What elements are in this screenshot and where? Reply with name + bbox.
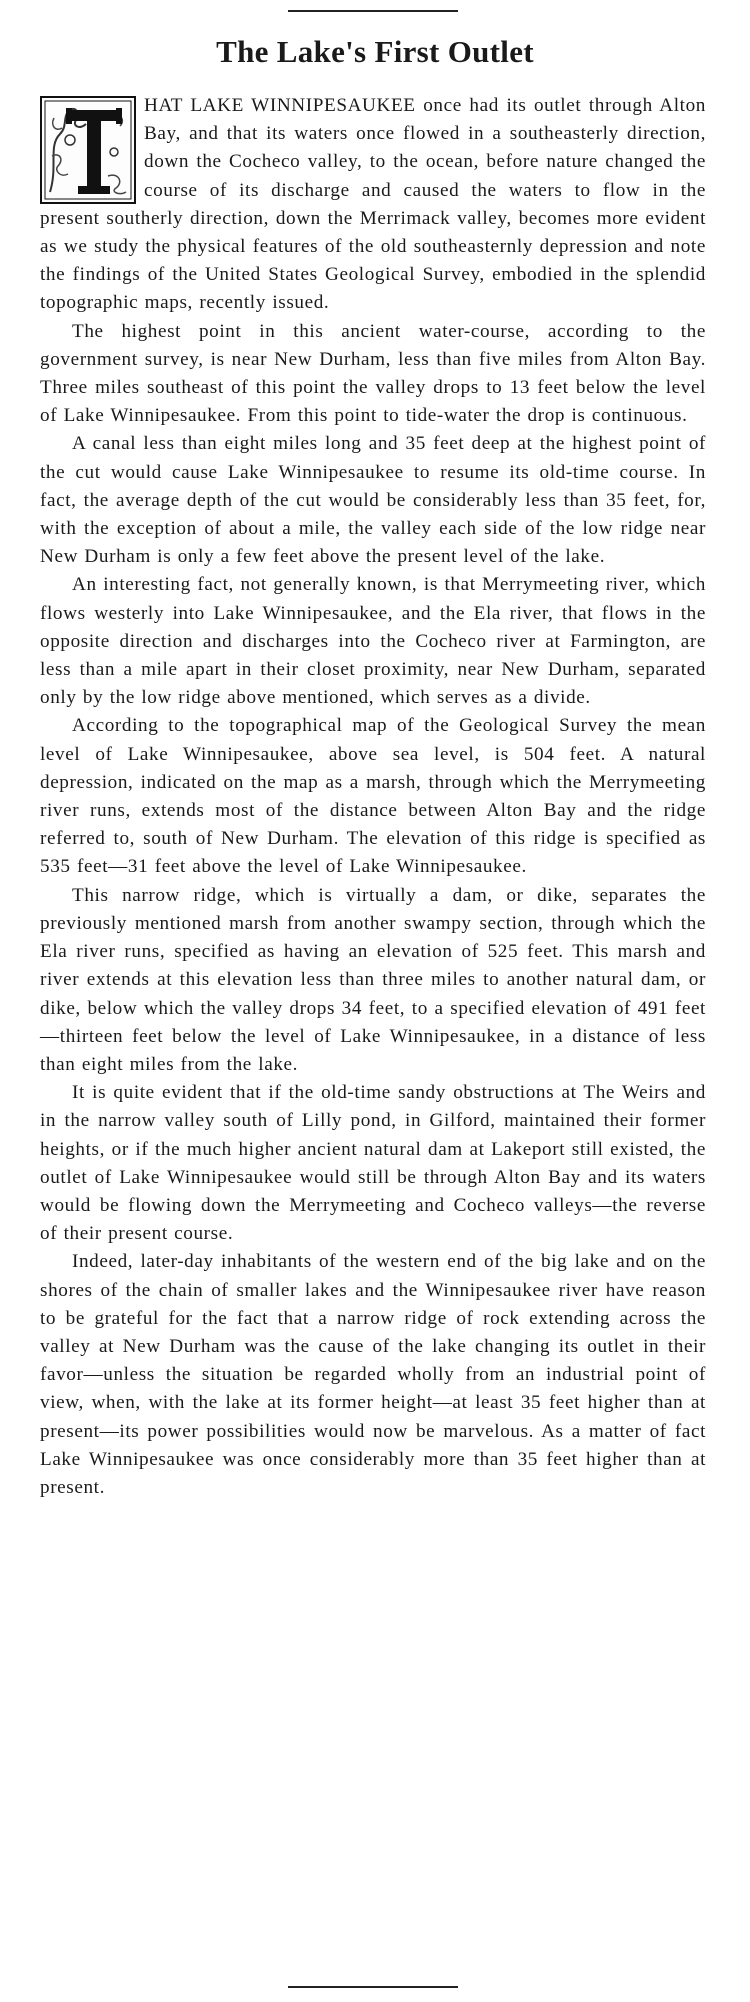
- article-paragraph-8: Indeed, later-day inhabitants of the western end of the big lake and on the shores of the chain of smaller lakes and the Winnipesaukee river have reason to be grateful for the fact that a narrow ridge of rock extending across the valley at New Durham was the cause of the lake changing its outlet in their favor—unless the situation be regarded wholly from an industrial point of view, when, with the lake at its former height—at least 35 feet higher than at present—its power possibilities would now be marvelous. As a matter of fact Lake Winnipesaukee was once considerably more than 35 feet higher than at present.: [40, 1251, 706, 1498]
- article-title: The Lake's First Outlet: [216, 34, 534, 69]
- article-body: [40, 92, 706, 1502]
- paragraph-text: HAT LAKE WINNIPESAUKEE once had its outlet through Alton Bay, and that its waters once flowed in a southeasterly direction, down the Cocheco valley, to the ocean, before nature changed the course of its discharge and caused the waters to flow in the present southerly direction, down the Merrimack valley, becomes more evident as we study the physical features of the old southeasternly depression and note the findings of the United States Geological Survey, embodied in the splendid topographic maps, recently issued.: [40, 95, 706, 314]
- article-paragraph-2: The highest point in this ancient water-course, according to the government survey, is near New Durham, less than five miles from Alton Bay. Three miles southeast of this point the valley drops to 13 feet below the level of Lake Winnipesaukee. From this point to tide-water the drop is continuous.: [40, 320, 706, 427]
- bottom-rule: [288, 1986, 458, 1988]
- article-paragraph-5: According to the topographical map of the Geological Survey the mean level of Lake Winnipesaukee, above sea level, is 504 feet. A natural depression, indicated on the map as a marsh, through which the Merrymeeting river runs, extends most of the distance between Alton Bay and the ridge referred to, south of New Durham. The elevation of this ridge is specified as 535 feet—31 feet above the level of Lake Winnipesaukee.: [40, 715, 706, 878]
- article-paragraph-3: A canal less than eight miles long and 35 feet deep at the highest point of the cut would cause Lake Winnipesaukee to resume its old-time course. In fact, the average depth of the cut would be considerably less than 35 feet, for, with the exception of about a mile, the valley each side of the low ridge near New Durham is only a few feet above the present level of the lake.: [40, 433, 706, 568]
- article-paragraph-6: This narrow ridge, which is virtually a dam, or dike, separates the previously mentioned marsh from another swampy section, through which the Ela river runs, specified as having an elevation of 525 feet. This marsh and river extends at this elevation less than three miles to another natural dam, or dike, below which the valley drops 34 feet, to a specified elevation of 491 feet—thirteen feet below the level of Lake Winnipesaukee, in a distance of less than eight miles from the lake.: [40, 884, 706, 1075]
- article-paragraph-7: It is quite evident that if the old-time sandy obstructions at The Weirs and in the narrow valley south of Lilly pond, in Gilford, maintained their former heights, or if the much higher ancient natural dam at Lakeport still existed, the outlet of Lake Winnipesaukee would still be through Alton Bay and its waters would be flowing down the Merrymeeting and Cocheco valleys—the reverse of their present course.: [40, 1082, 706, 1245]
- article-paragraph-1: [40, 92, 706, 318]
- ornamental-drop-cap-icon: [40, 96, 136, 204]
- top-rule: [288, 10, 458, 12]
- article-paragraph-4: An interesting fact, not generally known, is that Merrymeeting river, which flows westerly into Lake Winnipesaukee, and the Ela river, that flows in the opposite direction and discharges into the Cocheco river at Farmington, are less than a mile apart in their closet proximity, near New Durham, separated only by the low ridge above mentioned, which serves as a divide.: [40, 574, 706, 709]
